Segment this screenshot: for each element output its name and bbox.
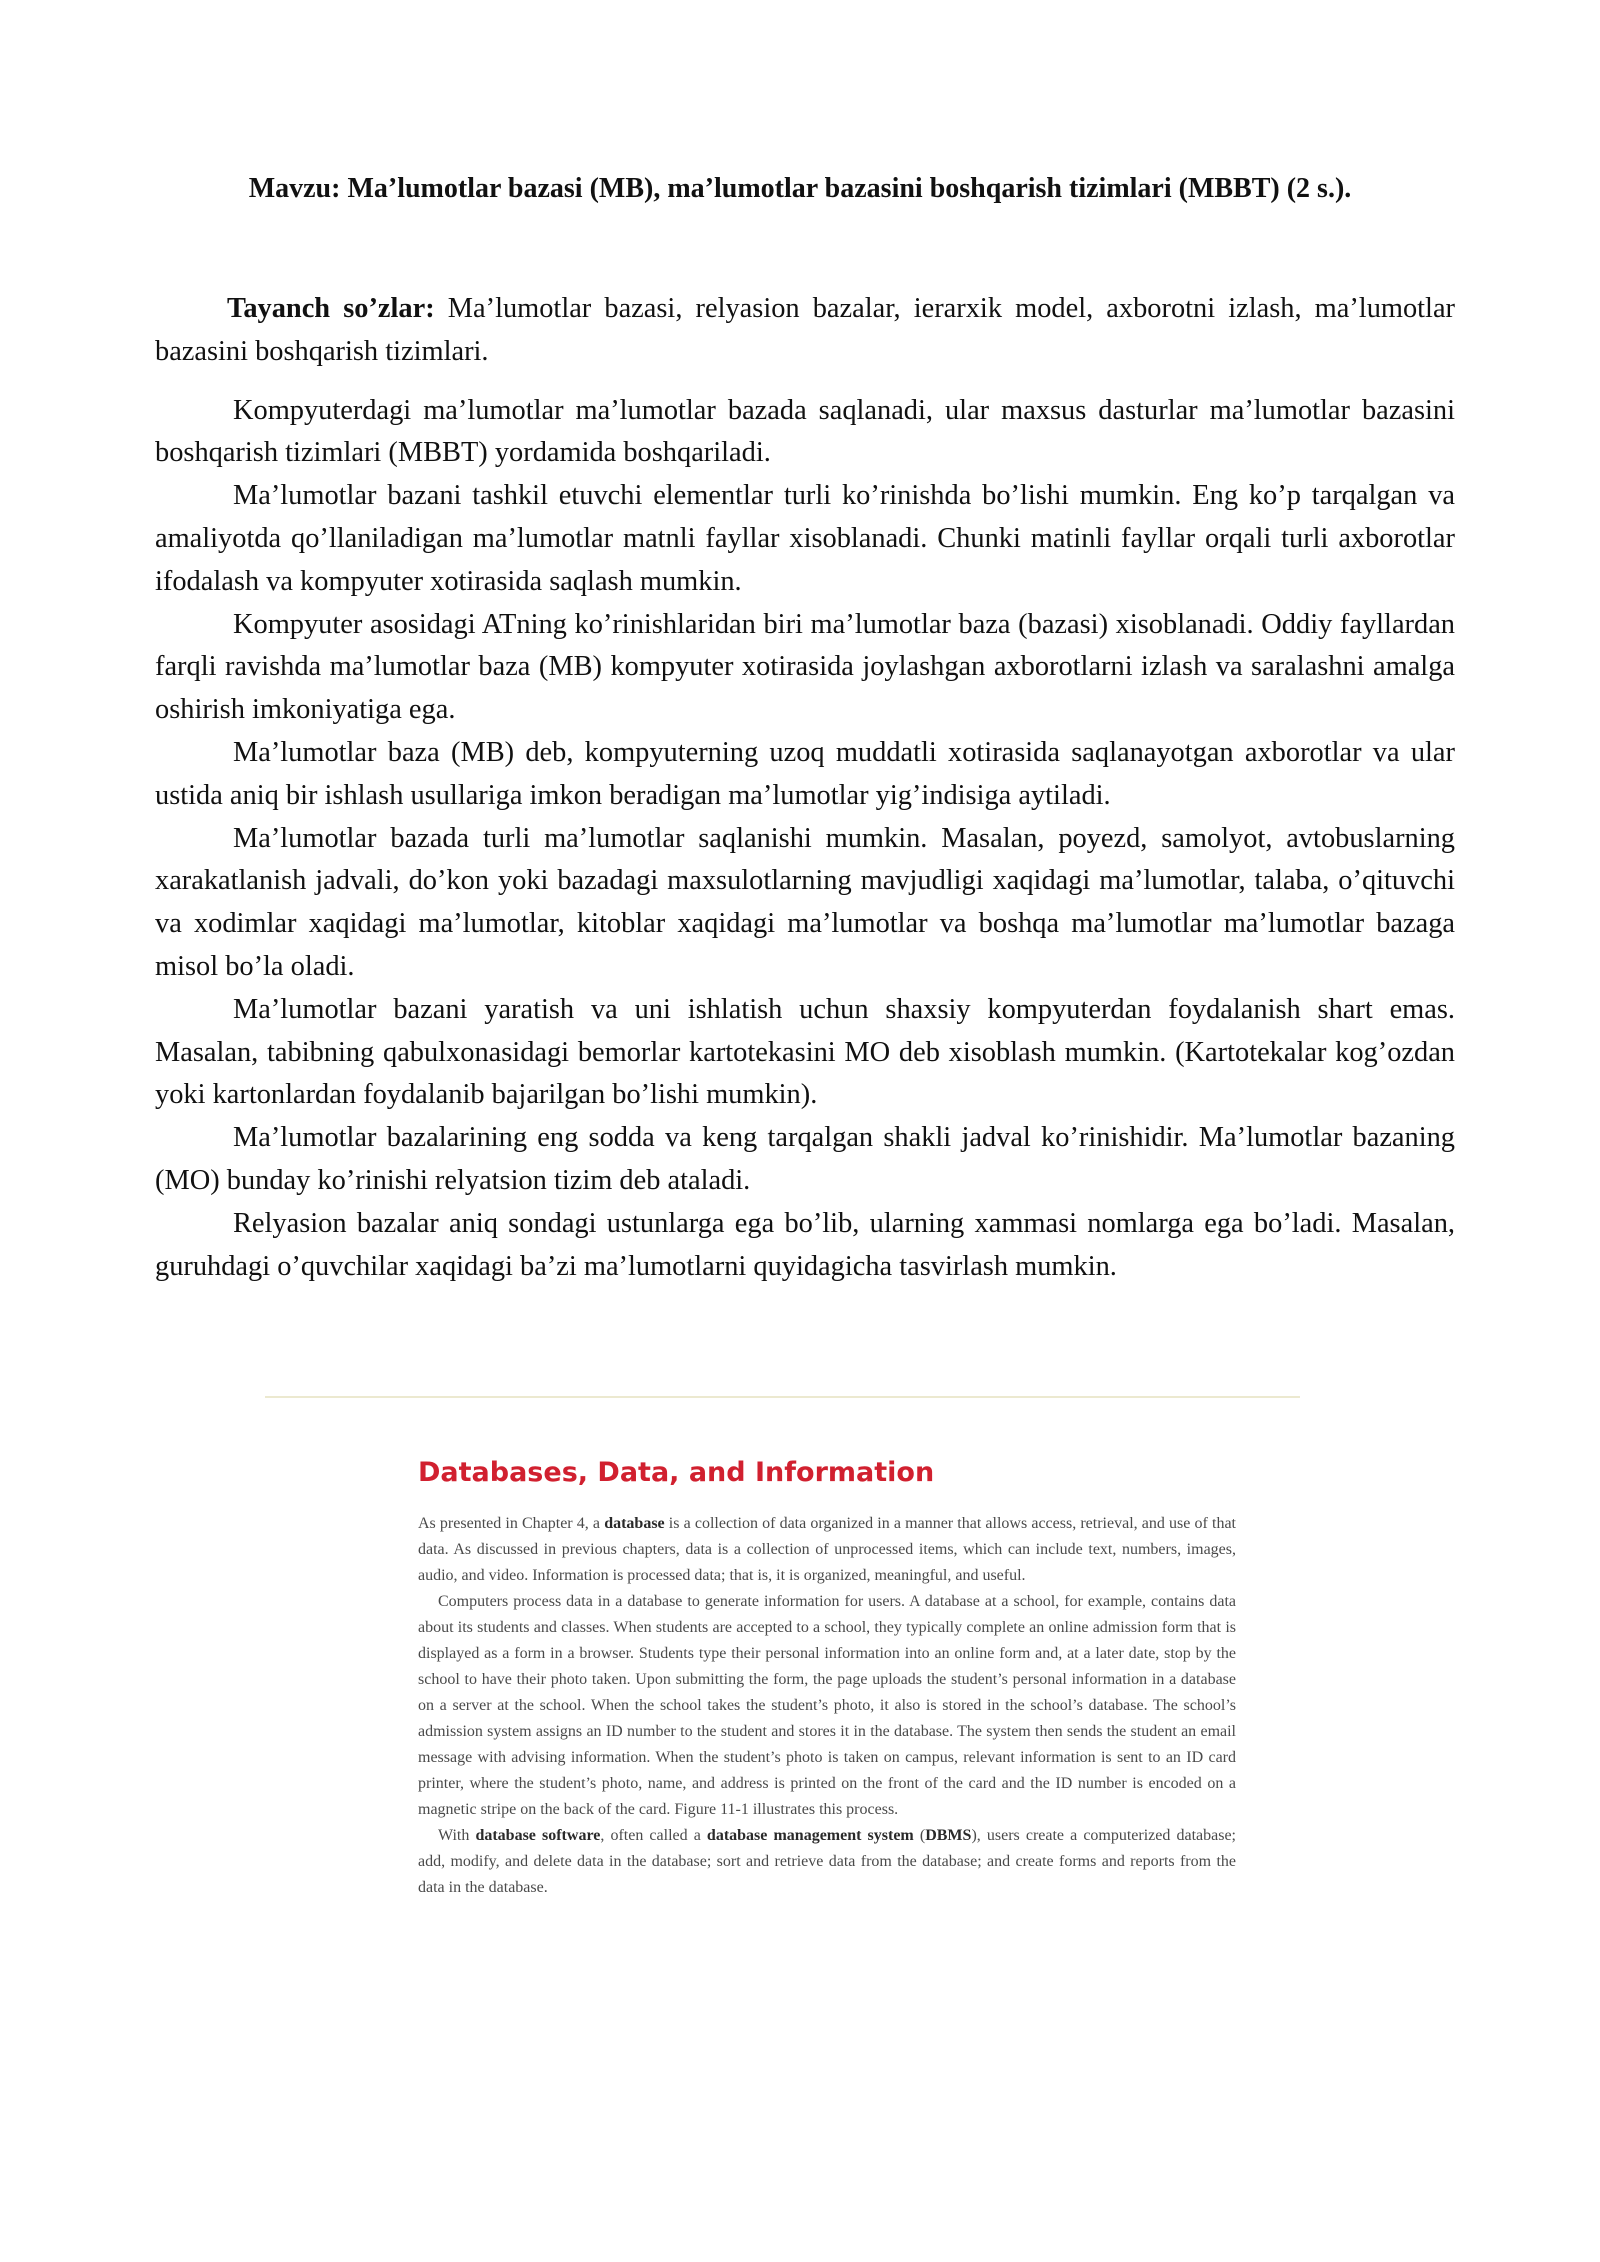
paragraph: Relyasion bazalar aniq sondagi ustunlarga ega bo’lib, ularning xammasi nomlarga ega bo’ladi. Masalan, guruhdagi o’quvchilar xaqidagi ba’zi ma’lumotlarni quyidagicha tasvirlash mumkin.	[155, 1207, 1455, 1282]
excerpt-text: (	[913, 1827, 926, 1844]
excerpt-term: database	[604, 1515, 665, 1532]
excerpt-text: As presented in Chapter 4, a	[418, 1515, 605, 1532]
excerpt-text: ), users create a computerized database; add, modify, and delete data in the database; sort and retrieve data from the database; and create forms and reports from the data in the database.	[418, 1827, 1237, 1896]
paragraph: Kompyuter asosidagi ATning ko’rinishlaridan biri ma’lumotlar baza (bazasi) xisoblanadi. Oddiy fayllardan farqli ravishda ma’lumotlar baza (MB) kompyuter xotirasida joylashgan axborotlarni izlash va saralashni amalga oshirish imkoniyatiga ega.	[155, 608, 1455, 726]
excerpt-text: is a collection of data organized in a manner that allows access, retrieval, and use of that data. As discussed in previous chapters, data is a collection of unprocessed items, which can include text, numbers, images, audio, and video. Information is processed data; that is, it is organized, meaningful, and useful.	[418, 1515, 1237, 1584]
excerpt-text: , often called a	[600, 1827, 707, 1844]
paragraph: Ma’lumotlar bazani yaratish va uni ishlatish uchun shaxsiy kompyuterdan foydalanish shart emas. Masalan, tabibning qabulxonasidagi bemorlar kartotekasini MO deb xisoblash mumkin. (Kartotekalar kog’ozdan yoki kartonlardan foydalanib bajarilgan bo’lishi mumkin).	[155, 993, 1455, 1111]
paragraph: Ma’lumotlar baza (MB) deb, kompyuterning uzoq muddatli xotirasida saqlanayotgan axborotlar va ular ustida aniq bir ishlash usullariga imkon beradigan ma’lumotlar yig’indisiga aytiladi.	[155, 736, 1455, 811]
excerpt-text: With	[438, 1827, 476, 1844]
paragraph: Ma’lumotlar bazada turli ma’lumotlar saqlanishi mumkin. Masalan, poyezd, samolyot, avtobuslarning xarakatlanish jadvali, do’kon yoki bazadagi maxsulotlarning mavjudligi xaqidagi ma’lumotlar, talaba, o’qituvchi va xodimlar xaqidagi ma’lumotlar, kitoblar xaqidagi ma’lumotlar va boshqa ma’lumotlar ma’lumotlar bazaga misol bo’la oladi.	[155, 822, 1455, 982]
excerpt-term: DBMS	[925, 1827, 972, 1844]
excerpt-paragraph	[418, 1823, 1236, 1901]
keywords-text: Ma’lumotlar bazasi, relyasion bazalar, ierarxik model, axborotni izlash, ma’lumotlar bazasini boshqarish tizimlari.	[155, 293, 1455, 367]
excerpt-term: database management system	[706, 1827, 914, 1844]
keywords-label: Tayanch so’zlar:	[227, 293, 435, 324]
excerpt-term: database software	[475, 1827, 601, 1844]
document-title: Mavzu: Ma’lumotlar bazasi (MB), ma’lumotlar bazasini boshqarish tizimlari (MBBT) (2 s.).	[248, 172, 1352, 204]
paragraph: Ma’lumotlar bazalarining eng sodda va keng tarqalgan shakli jadval ko’rinishidir. Ma’lumotlar bazaning (MO) bunday ko’rinishi relyatsion tizim deb ataladi.	[155, 1122, 1455, 1196]
section-divider	[265, 1396, 1300, 1398]
excerpt-paragraph	[418, 1511, 1236, 1589]
document-body	[155, 288, 1455, 1288]
paragraph: Ma’lumotlar bazani tashkil etuvchi elementlar turli ko’rinishda bo’lishi mumkin. Eng ko’p tarqalgan va amaliyotda qo’llaniladigan ma’lumotlar matnli fayllar xisoblanadi. Chunki matinli fayllar orqali turli axborotlar ifodalash va kompyuter xotirasida saqlash mumkin.	[155, 480, 1455, 597]
textbook-excerpt	[418, 1455, 1236, 1901]
keywords-paragraph	[155, 288, 1455, 374]
paragraph: Kompyuterdagi ma’lumotlar ma’lumotlar bazada saqlanadi, ular maxsus dasturlar ma’lumotlar bazasini boshqarish tizimlari (MBBT) yordamida boshqariladi.	[155, 394, 1455, 469]
excerpt-body	[418, 1511, 1236, 1901]
excerpt-paragraph: Computers process data in a database to generate information for users. A database at a school, for example, contains data about its students and classes. When students are accepted to a school, they typically complete an online admission form that is displayed as a form in a browser. Students type their personal information into an online form and, at a later date, stop by the school to have their photo taken. Upon submitting the form, the page uploads the student’s personal information in a database on a server at the school. When the school takes the student’s photo, it also is stored in the school’s database. The school’s admission system assigns an ID number to the student and stores it in the database. The system then sends the student an email message with advising information. When the student’s photo is taken on campus, relevant information is sent to an ID card printer, where the student’s photo, name, and address is printed on the front of the card and the ID number is encoded on a magnetic stripe on the back of the card. Figure 11-1 illustrates this process.	[418, 1593, 1236, 1818]
excerpt-heading: Databases, Data, and Information	[418, 1457, 935, 1488]
